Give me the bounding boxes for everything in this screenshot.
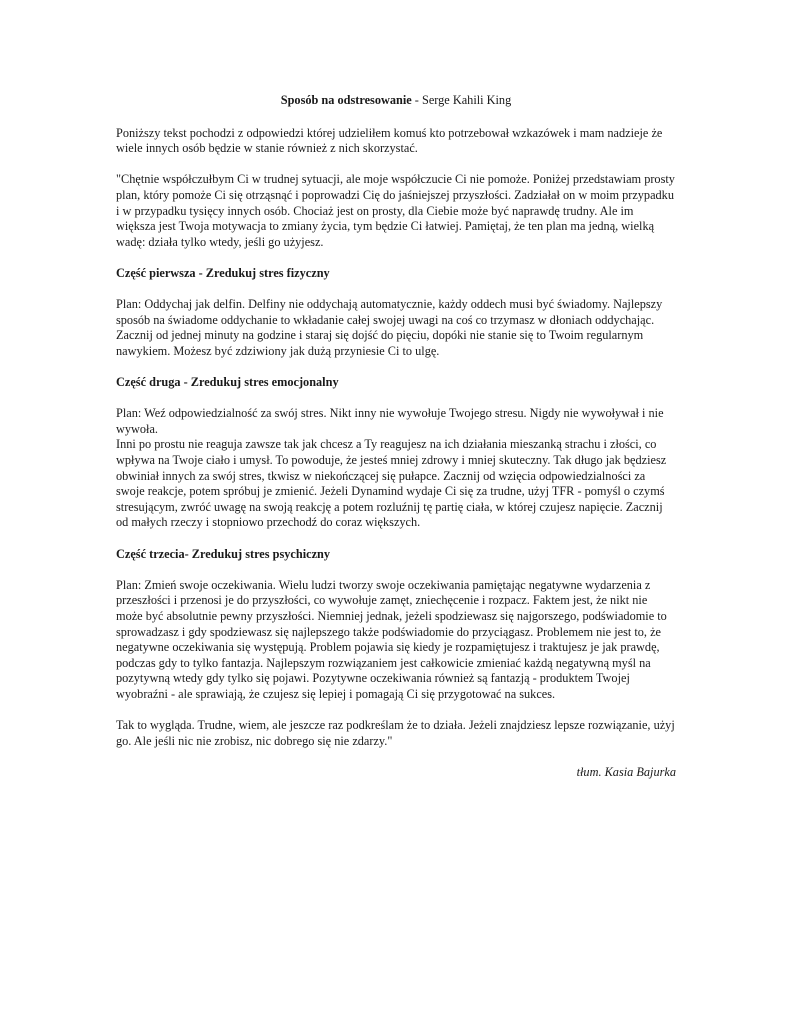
section-2-heading: Część druga - Zredukuj stres emocjonalny	[116, 375, 339, 390]
section-2-paragraph-1: Plan: Weź odpowiedzialność za swój stres. Nikt inny nie wywołuje Twojego stresu. Nigdy nie wywoływał i nie wywoła.	[116, 406, 664, 436]
section-2-paragraph-2: Inni po prostu nie reaguja zawsze tak jak chcesz a Ty reagujesz na ich działania mieszanką strachu i złości, co wpływa na Twoje ciało i umysł. To powoduje, że jesteś mniej zdrowy i mniej skuteczny. Tak długo jak będziesz obwiniał innych za swój stres, tkwisz w niekończącej się pułapce. Zacznij od wzięcia odpowiedzialności za swoje reakcje, potem spróbuj je zmienić. Jeżeli Dynamind wydaje Ci się za trudne, użyj TFR - pomyśl o czymś stresującym, zwróć uwagę na swoją reakcję a potem rozluźnij tę partię ciała, w której czujesz napięcie. Zacznij od małych rzeczy i stopniowo przechodź do coraz większych.	[116, 437, 667, 530]
title-main: Sposób na odstresowanie	[280, 93, 412, 107]
document-title	[116, 93, 676, 109]
document-page	[116, 93, 676, 781]
title-author: - Serge Kahili King	[411, 93, 512, 107]
section-3-paragraph: Plan: Zmień swoje oczekiwania. Wielu ludzi tworzy swoje oczekiwania pamiętając negatywne wydarzenia z przeszłości i przenosi je do przyszłości, co wywołuje zamęt, zniechęcenie i rozpacz. Faktem jest, że nikt nie może być absolutnie pewny przyszłości. Niemniej jednak, jeżeli spodziewasz się najgorszego, podświadomie to sprowadzasz i gdy spodziewasz się najlepszego także podświadomie do przyciągasz. Problemem nie jest to, że negatywne oczekiwania się występują. Problem pojawia się kiedy je rozpamiętujesz i traktujesz je jak prawdę, podczas gdy to tylko fantazja. Najlepszym rozwiązaniem jest całkowicie zmieniać każdą negatywną myśl na pozytywną wtedy gdy tylko się pojawi. Pozytywne oczekiwania również są fantazją - produktem Twojej wyobraźni - ale sprawiają, że czujesz się lepiej i pomagają Ci się przygotować na sukces.	[116, 577, 667, 701]
quote-intro-paragraph: "Chętnie współczułbym Ci w trudnej sytuacji, ale moje współczucie Ci nie pomoże. Poniżej przedstawiam prosty plan, który pomoże Ci się otrząsnąć i poprowadzi Cię do jaśniejszej przyszłości. Zadziałał on w moim przypadku i w przypadku tysięcy innych osób. Chociaż jest on prosty, dla Ciebie może być naprawdę trudny. Ale im większa jest Twoja motywacja to zmiany życia, tym będzie Ci łatwiej. Pamiętaj, że ten plan ma jedną, wielką wadę: działa tylko wtedy, jeśli go użyjesz.	[116, 172, 675, 249]
translator-signature: tłum. Kasia Bajurka	[576, 764, 676, 779]
closing-paragraph: Tak to wygląda. Trudne, wiem, ale jeszcze raz podkreślam że to działa. Jeżeli znajdziesz lepsze rozwiązanie, użyj go. Ale jeśli nic nie zrobisz, nic dobrego się nie zdarzy."	[116, 718, 675, 748]
intro-paragraph: Poniższy tekst pochodzi z odpowiedzi której udzieliłem komuś kto potrzebował wzkazówek i mam nadzieje że wiele innych osób będzie w stanie również z nich skorzystać.	[116, 125, 663, 156]
section-3-heading: Część trzecia- Zredukuj stres psychiczny	[116, 546, 331, 561]
section-1-paragraph: Plan: Oddychaj jak delfin. Delfiny nie oddychają automatycznie, każdy oddech musi być świadomy. Najlepszy sposób na świadome oddychanie to wkładanie całej swojej uwagi na coś co trzymasz w dłoniach oddychając. Zacznij od jednej minuty na godzine i staraj się dojść do pięciu, dopóki nie stanie się to Twoim regularnym nawykiem. Możesz być zdziwiony jak dużą przyniesie Ci to ulgę.	[116, 297, 663, 358]
section-1-heading: Część pierwsza - Zredukuj stres fizyczny	[116, 265, 330, 280]
